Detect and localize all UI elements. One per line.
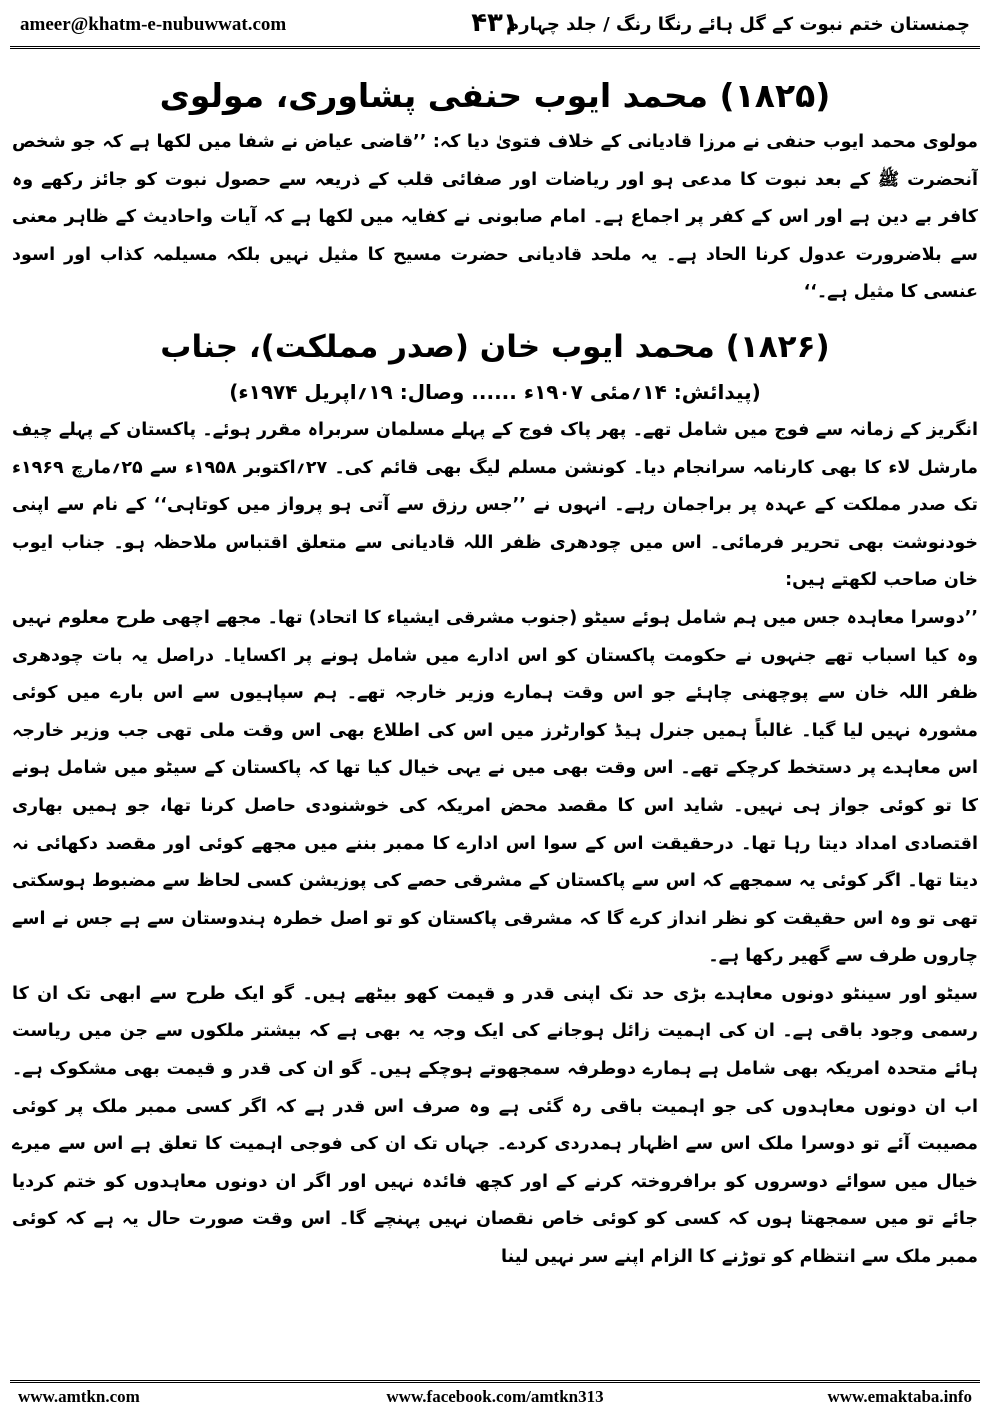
quote-paragraph-2: سیٹو اور سینٹو دونوں معاہدے بڑی حد تک اپنی قدر و قیمت کھو بیٹھے ہیں۔ گو ایک طرح سے ابھی تک ان کا رسمی وجود باقی ہے۔ ان کی اہمیت زائل ہوجانے کی ایک وجہ یہ بھی ہے کہ بیشتر ملکوں سے جن میں ریاست ہائے متحدہ امریکہ بھی شامل ہے ہمارے دوطرفہ سمجھوتے ہوچکے ہیں۔ گو ان کی قدر و قیمت بھی مشکوک ہے۔ اب ان دونوں معاہدوں کی جو اہمیت باقی رہ گئی ہے وہ صرف اس قدر ہے کہ اگر کسی ممبر ملک پر کوئی مصیبت آئے تو دوسرا ملک اس سے اظہار ہمدردی کردے۔ جہاں تک ان کی فوجی اہمیت کا تعلق ہے اس سے میرے خیال میں سوائے دوسروں کو برافروختہ کرنے کے اور کچھ فائدہ نہیں اور اگر ان دونوں معاہدوں کو ختم کردیا جائے تو میں سمجھتا ہوں کہ کسی کو کوئی خاص نقصان نہیں پہنچے گا۔ اس وقت صورت حال یہ ہے کہ کوئی ممبر ملک سے انتظام کو توڑنے کا الزام اپنے سر نہیں لینا — [12, 983, 978, 1268]
footer-link-amtkn[interactable]: www.amtkn.com — [18, 1387, 140, 1406]
footer-link-facebook[interactable]: www.facebook.com/amtkn313 — [386, 1387, 604, 1406]
section-heading-1825: (۱۸۲۵) محمد ایوب حنفی پشاوری، مولوی — [159, 76, 831, 115]
quote-paragraph-1: ’’دوسرا معاہدہ جس میں ہم شامل ہوئے سیٹو (جنوب مشرقی ایشیاء کا اتحاد) تھا۔ مجھے اچھی طرح معلوم نہیں وہ کیا اسباب تھے جنہوں نے حکومت پاکستان کو اس ادارے میں شامل ہونے پر اکسایا۔ دراصل یہ بات چودھری ظفر اللہ خان سے پوچھنی چاہئے جو اس وقت ہمارے وزیر خارجہ تھے۔ ہم سپاہیوں سے اس بارے میں کوئی مشورہ نہیں لیا گیا۔ غالباً ہمیں جنرل ہیڈ کوارٹرز میں اس کی اطلاع بھی اس وقت ملی تھی جب وزیر خارجہ اس معاہدے پر دستخط کرچکے تھے۔ اس وقت بھی میں نے یہی خیال کیا تھا کہ پاکستان کے سیٹو میں شامل ہونے کا تو کوئی جواز ہی نہیں۔ شاید اس کا مقصد محض امریکہ کی خوشنودی حاصل کرنا تھا، جو ہمیں بھاری اقتصادی امداد دیتا رہا تھا۔ درحقیقت اس کے سوا اس ادارے کا ممبر بننے میں مجھے کوئی اور مقصد دکھائی نہ دیتا تھا۔ اگر کوئی یہ سمجھے کہ اس سے پاکستان کے مشرقی حصے کی پوزیشن کسی لحاظ سے مضبوط ہوسکتی تھی تو وہ اس حقیقت کو نظر انداز کرے گا کہ مشرقی پاکستان کو تو اصل خطرہ ہندوستان سے ہے جس نے اسے چاروں طرف سے گھیر رکھا ہے۔ — [12, 607, 978, 967]
page-content — [12, 52, 978, 1370]
page-footer — [10, 1380, 980, 1413]
page-number: ۴۳۱ — [471, 8, 519, 38]
book-title: چمنستان ختم نبوت کے گل ہائے رنگا رنگ / جلد چہارم — [506, 14, 970, 35]
birth-death-dates: (پیدائش: ۱۴؍مئی ۱۹۰۷ء ...... وصال: ۱۹؍اپریل ۱۹۷۴ء) — [229, 379, 761, 404]
page-header — [10, 8, 980, 49]
section-heading-1826: (۱۸۲۶) محمد ایوب خان (صدر مملکت)، جناب — [160, 328, 830, 365]
biography-paragraph: انگریز کے زمانہ سے فوج میں شامل تھے۔ پھر پاک فوج کے پہلے مسلمان سربراہ مقرر ہوئے۔ پاکستان کے پہلے چیف مارشل لاء کا بھی کارنامہ سرانجام دیا۔ کونشن مسلم لیگ بھی قائم کی۔ ۲۷؍اکتوبر ۱۹۵۸ء سے ۲۵؍مارچ ۱۹۶۹ء تک صدر مملکت کے عہدہ پر براجمان رہے۔ انہوں نے ’’جس رزق سے آتی ہو پرواز میں کوتاہی‘‘ کے نام سے اپنی خودنوشت بھی تحریر فرمائی۔ اس میں چودھری ظفر اللہ قادیانی سے متعلق اقتباس ملاحظہ ہو۔ جناب ایوب خان صاحب لکھتے ہیں: — [12, 419, 978, 591]
footer-link-emaktaba[interactable]: www.emaktaba.info — [827, 1387, 972, 1406]
section-1825-paragraph: مولوی محمد ایوب حنفی نے مرزا قادیانی کے خلاف فتویٰ دیا کہ: ’’قاضی عیاض نے شفا میں لکھا ہے کہ جو شخص آنحضرت ﷺ کے بعد نبوت کا مدعی ہو اور ریاضات اور صفائی قلب کے ذریعہ سے حصول نبوت کو جائز رکھے وہ کافر بے دین ہے اور اس کے کفر پر اجماع ہے۔ امام صابونی نے کفایہ میں لکھا ہے کہ آیات واحادیث کے ظاہر معنی سے بلاضرورت عدول کرنا الحاد ہے۔ یہ ملحد قادیانی حضرت مسیح کا مثیل نہیں بلکہ مسیلمہ کذاب اور اسود عنسی کا مثیل ہے۔‘‘ — [12, 132, 978, 303]
header-email: ameer@khatm-e-nubuwwat.com — [20, 14, 287, 35]
